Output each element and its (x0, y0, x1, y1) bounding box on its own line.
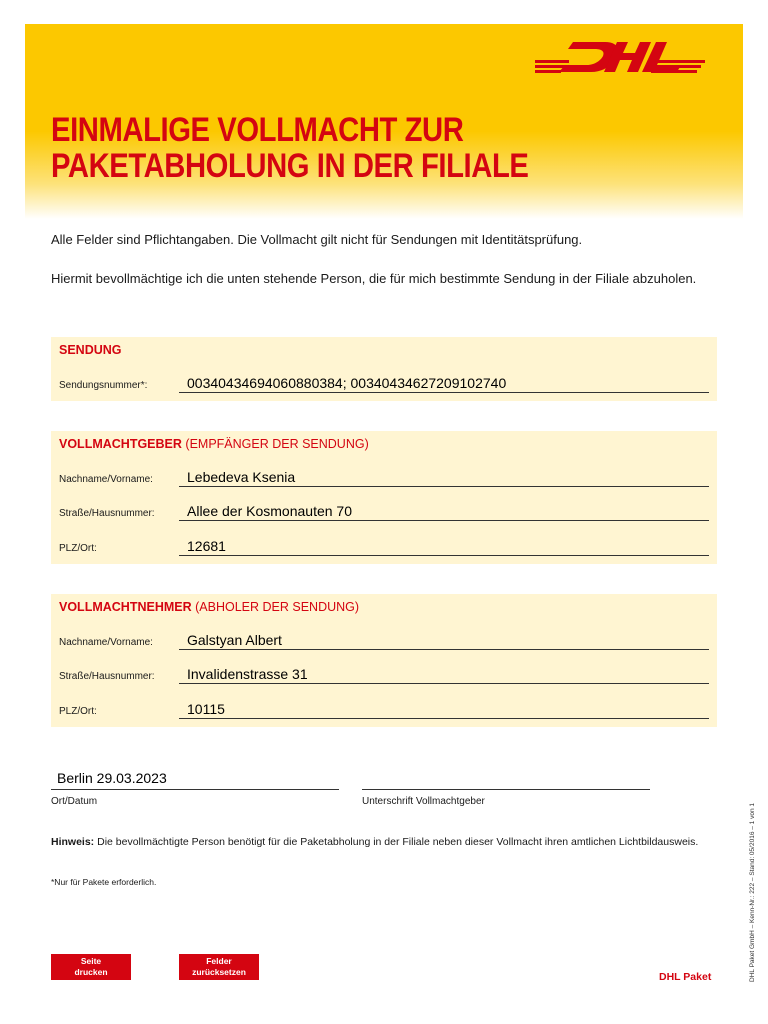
place-date-value: Berlin 29.03.2023 (57, 770, 167, 786)
agent-city-field[interactable] (179, 718, 709, 719)
section-subtitle: (ABHOLER DER SENDUNG) (195, 600, 360, 614)
reset-fields-button[interactable] (179, 954, 259, 980)
hint-label: Hinweis: (51, 836, 95, 848)
footer-brand: DHL Paket (659, 971, 712, 983)
agent-name-value: Galstyan Albert (187, 632, 282, 648)
grantor-street-label: Straße/Hausnummer: (59, 508, 155, 519)
signature-field[interactable] (362, 789, 650, 790)
agent-name-label: Nachname/Vorname: (59, 637, 153, 648)
intro-authorization-text: Hiermit bevollmächtige ich die unten stehende Person, die für mich bestimmte Sendung in der Filiale abzuholen. (51, 271, 697, 286)
section-title (59, 600, 359, 614)
reset-button-label-1: Felder (206, 956, 232, 966)
print-button-label-2: drucken (74, 967, 108, 977)
place-date-field[interactable] (51, 789, 339, 790)
grantor-city-label: PLZ/Ort: (59, 543, 97, 554)
agent-city-row (59, 697, 709, 719)
tracking-number-value: 00340434694060880384; 00340434627209102740 (187, 375, 507, 391)
section-title (59, 437, 369, 451)
section-subtitle: (EMPFÄNGER DER SENDUNG) (185, 437, 369, 451)
agent-street-field[interactable] (179, 683, 709, 684)
agent-name-row (59, 628, 709, 650)
grantor-street-row (59, 499, 709, 521)
grantor-street-field[interactable] (179, 520, 709, 521)
hint-note (51, 834, 711, 850)
agent-street-label: Straße/Hausnummer: (59, 671, 155, 682)
section-title-text: SENDUNG (59, 343, 122, 357)
agent-street-row (59, 662, 709, 684)
section-title-text: VOLLMACHTGEBER (59, 437, 182, 451)
title-line-1: EINMALIGE VOLLMACHT ZUR (51, 111, 464, 149)
tracking-number-row (59, 371, 709, 393)
form-header (25, 24, 743, 219)
signature-block (362, 766, 650, 806)
hint-text: Die bevollmächtigte Person benötigt für die Paketabholung in der Filiale neben dieser Vollmacht ihren amtlichen Lichtbildausweis. (94, 836, 699, 848)
grantor-city-value: 12681 (187, 538, 226, 554)
grantor-name-label: Nachname/Vorname: (59, 474, 153, 485)
agent-street-value: Invalidenstrasse 31 (187, 666, 308, 682)
grantor-name-row (59, 465, 709, 487)
form-title (51, 112, 528, 184)
agent-city-label: PLZ/Ort: (59, 706, 97, 717)
footnote: *Nur für Pakete erforderlich. (51, 877, 157, 887)
title-line-2: PAKETABHOLUNG IN DER FILIALE (51, 147, 529, 185)
signature-label: Unterschrift Vollmachtgeber (362, 796, 485, 807)
print-page-button[interactable] (51, 954, 131, 980)
grantor-city-row (59, 534, 709, 556)
section-title-text: VOLLMACHTNEHMER (59, 600, 192, 614)
dhl-logo-icon (535, 40, 705, 74)
agent-name-field[interactable] (179, 649, 709, 650)
section-sendung (51, 337, 717, 401)
authorization-form (25, 24, 743, 1000)
grantor-city-field[interactable] (179, 555, 709, 556)
reset-button-label-2: zurücksetzen (192, 967, 246, 977)
place-date-label: Ort/Datum (51, 796, 98, 807)
document-reference-note: DHL Paket GmbH – Kenn-Nr.: 222 – Stand: 05/2016 – 1 von 1 (749, 803, 756, 982)
section-title (59, 343, 122, 357)
grantor-name-field[interactable] (179, 486, 709, 487)
grantor-name-value: Lebedeva Ksenia (187, 469, 296, 485)
section-vollmachtnehmer (51, 594, 717, 727)
agent-city-value: 10115 (187, 701, 225, 717)
tracking-number-label: Sendungsnummer*: (59, 380, 148, 391)
section-vollmachtgeber (51, 431, 717, 564)
grantor-street-value: Allee der Kosmonauten 70 (187, 503, 352, 519)
intro-mandatory-note: Alle Felder sind Pflichtangaben. Die Vollmacht gilt nicht für Sendungen mit Identitätsprüfung. (51, 232, 583, 247)
place-date-block (51, 766, 339, 806)
tracking-number-field[interactable] (179, 392, 709, 393)
print-button-label-1: Seite (80, 956, 102, 966)
